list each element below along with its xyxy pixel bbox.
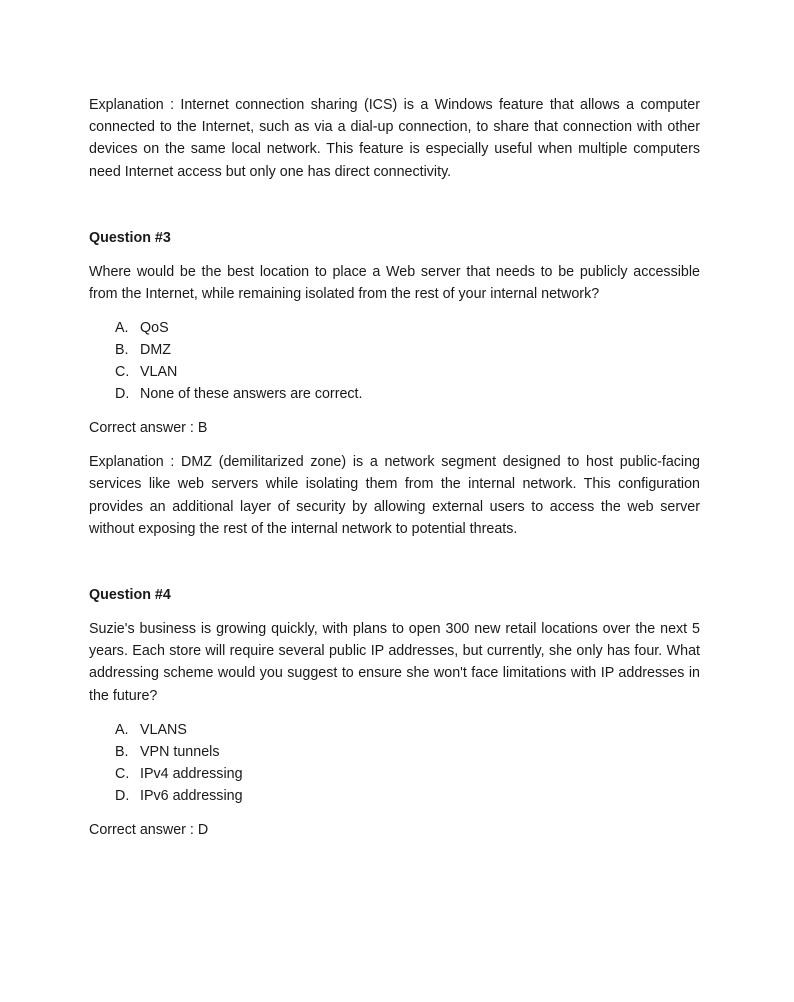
question-4-heading: Question #4 — [89, 587, 171, 604]
option-c: C. IPv4 addressing — [115, 765, 243, 782]
question-3-answer: Correct answer : B — [89, 420, 208, 437]
question-4-options — [89, 719, 700, 807]
question-3-options — [89, 317, 700, 405]
option-b: B. VPN tunnels — [115, 743, 220, 760]
document-page — [89, 94, 700, 841]
option-c: C. VLAN — [115, 364, 178, 381]
question-4 — [89, 584, 700, 841]
option-d: D. None of these answers are correct. — [115, 386, 363, 403]
option-a: A. QoS — [115, 320, 169, 337]
question-3 — [89, 227, 700, 540]
question-3-text: Where would be the best location to place a Web server that needs to be publicly accessible from the Internet, while remaining isolated from the rest of your internal network? — [89, 263, 700, 303]
option-a: A. VLANS — [115, 721, 187, 738]
question-3-explanation: Explanation : DMZ (demilitarized zone) is a network segment designed to host public-facing services like web servers while isolating them from the internal network. This configuration provides an additional layer of security by allowing external users to access the web server without exposing the rest of the internal network to potential threats. — [89, 454, 700, 537]
option-d: D. IPv6 addressing — [115, 787, 243, 804]
question-4-answer: Correct answer : D — [89, 821, 209, 838]
question-4-text: Suzie's business is growing quickly, with plans to open 300 new retail locations over the next 5 years. Each store will require several public IP addresses, but currently, she only has four. What addressing scheme would you suggest to ensure she won't face limitations with IP addresses in the future? — [89, 621, 700, 704]
option-b: B. DMZ — [115, 342, 171, 359]
explanation-previous: Explanation : Internet connection sharing (ICS) is a Windows feature that allows a computer connected to the Internet, such as via a dial-up connection, to share that connection with other devices on the same local network. This feature is especially useful when multiple computers need Internet access but only one has direct connectivity. — [89, 97, 700, 180]
question-3-heading: Question #3 — [89, 229, 171, 246]
